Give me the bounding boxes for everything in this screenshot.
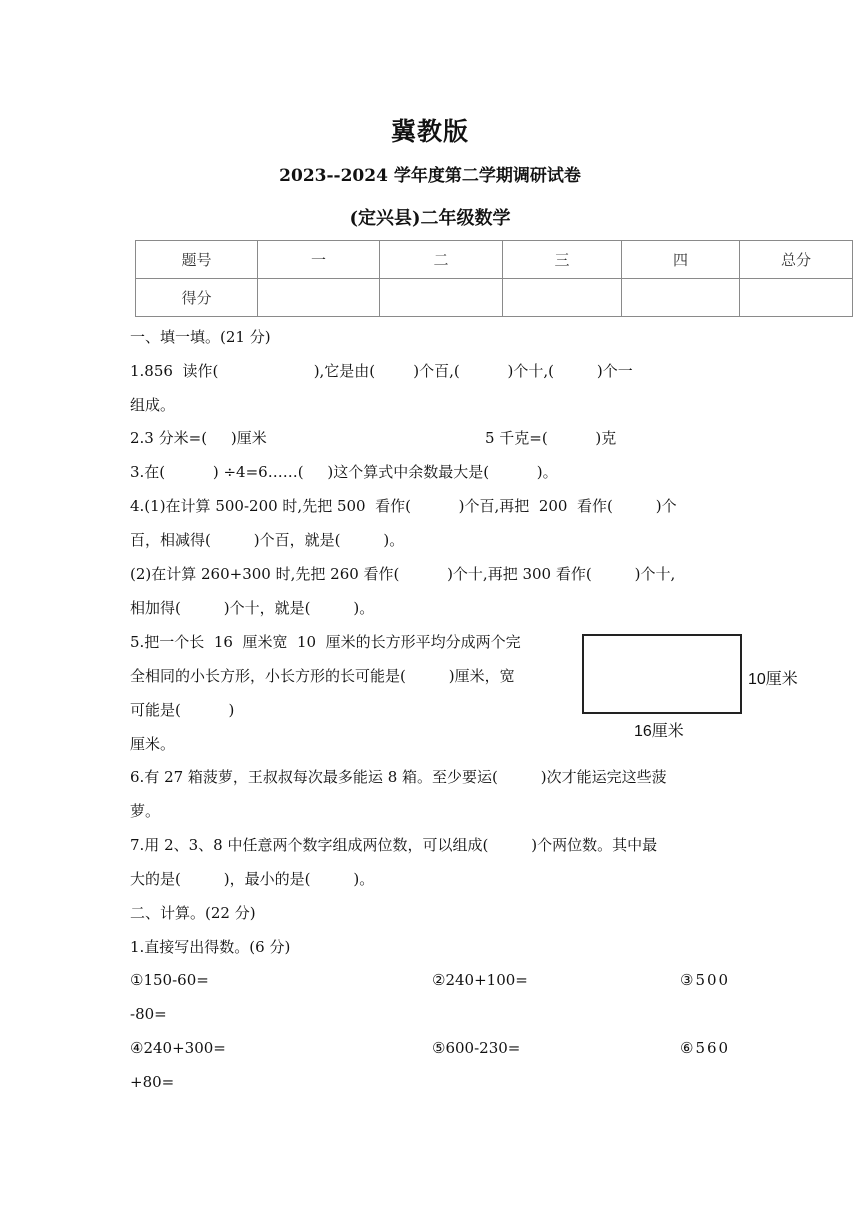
question-4-line: 4.(1)在计算 500-200 时,先把 500 看作( )个百,再把 200 看作( )个: [130, 497, 677, 515]
calc-item-wrap: +80=: [130, 1073, 175, 1091]
rectangle-bottom-label: 16厘米: [634, 723, 684, 740]
score-input-cell[interactable]: [258, 279, 380, 317]
score-table-cell: 一: [258, 241, 380, 279]
score-input-cell[interactable]: [380, 279, 503, 317]
score-input-cell[interactable]: [740, 279, 853, 317]
score-table: [135, 240, 853, 317]
calc-item: ④240+300=: [130, 1039, 226, 1057]
document-subtitle: 2023--2024 学年度第二学期调研试卷: [279, 166, 581, 186]
section1-heading: 一、填一填。(21 分): [130, 328, 271, 346]
score-table-cell: 总分: [740, 241, 853, 279]
question-5-line: 可能是( ): [130, 701, 235, 719]
question-2-right: 5 千克=( )克: [485, 429, 617, 447]
calc-item: ⑤600-230=: [432, 1039, 521, 1057]
question-1-line: 1.856 读作( ),它是由( )个百,( )个十,( )个一: [130, 362, 633, 380]
score-table-cell: 三: [503, 241, 622, 279]
calc-item-wrap: -80=: [130, 1005, 167, 1023]
question-2-left: 2.3 分米=( )厘米: [130, 429, 267, 447]
question-4-line: (2)在计算 260+300 时,先把 260 看作( )个十,再把 300 看作( )个十,: [130, 565, 676, 583]
question-3: 3.在( ) ÷4=6……( )这个算式中余数最大是( )。: [130, 463, 558, 481]
score-input-cell[interactable]: [503, 279, 622, 317]
calc-item: ⑥560: [680, 1039, 731, 1057]
question-1-line: 组成。: [130, 396, 176, 414]
score-table-header-row: [136, 241, 853, 279]
score-table-cell: 题号: [136, 241, 258, 279]
question-4-line: 相加得( )个十，就是( )。: [130, 599, 375, 617]
section2-subheading: 1.直接写出得数。(6 分): [130, 938, 291, 956]
section2-heading: 二、计算。(22 分): [130, 904, 256, 922]
rectangle-figure: [582, 634, 742, 714]
question-6-line: 萝。: [130, 802, 161, 820]
calc-item: ②240+100=: [432, 971, 528, 989]
document-title: 冀教版: [390, 117, 469, 146]
score-table-cell: 二: [380, 241, 503, 279]
score-table-cell: 得分: [136, 279, 258, 317]
question-7-line: 7.用 2、3、8 中任意两个数字组成两位数，可以组成( )个两位数。其中最: [130, 836, 658, 854]
question-5-line: 全相同的小长方形，小长方形的长可能是( )厘米，宽: [130, 667, 515, 685]
document-class-line: (定兴县)二年级数学: [349, 208, 511, 229]
question-7-line: 大的是( )，最小的是( )。: [130, 870, 375, 888]
score-table-score-row: [136, 279, 853, 317]
question-5-line: 5.把一个长 16 厘米宽 10 厘米的长方形平均分成两个完: [130, 633, 521, 651]
question-6-line: 6.有 27 箱菠萝，王叔叔每次最多能运 8 箱。至少要运( )次才能运完这些菠: [130, 768, 667, 786]
calc-item: ③500: [680, 971, 731, 989]
score-input-cell[interactable]: [622, 279, 740, 317]
score-table-cell: 四: [622, 241, 740, 279]
question-5-line: 厘米。: [130, 735, 176, 753]
calc-item: ①150-60=: [130, 971, 209, 989]
question-4-line: 百，相减得( )个百，就是( )。: [130, 531, 405, 549]
rectangle-side-label: 10厘米: [748, 671, 798, 688]
